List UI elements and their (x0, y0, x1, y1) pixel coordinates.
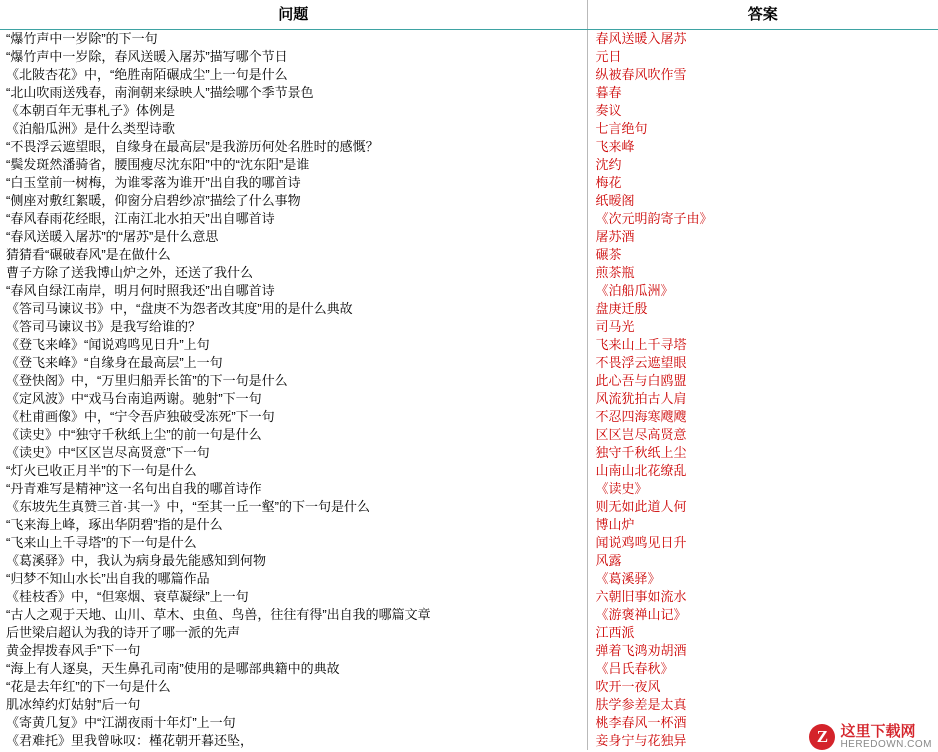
table-row (0, 264, 938, 282)
question-cell: 《登飞来峰》“自缘身在最高层”上一句 (0, 354, 587, 372)
question-cell: “爆竹声中一岁除，春风送暖入屠苏”描写哪个节日 (0, 48, 587, 66)
answer-cell: 博山炉 (595, 517, 635, 532)
question-cell: 《杜甫画像》中，“宁令吾庐独破受冻死”下一句 (0, 408, 587, 426)
watermark-title: 这里下载网 (840, 722, 916, 740)
table-row (0, 588, 938, 606)
question-cell: “春风春雨花经眼，江南江北水拍天”出自哪首诗 (0, 210, 587, 228)
question-cell: “花是去年红”的下一句是什么 (0, 678, 587, 696)
table-row (0, 210, 938, 228)
table-row (0, 354, 938, 372)
table-row (0, 696, 938, 714)
question-cell: 《泊船瓜洲》是什么类型诗歌 (0, 120, 587, 138)
answer-cell: 《读史》 (595, 481, 648, 496)
answer-cell: 吹开一夜风 (595, 679, 661, 694)
question-cell: “不畏浮云遮望眼，自缘身在最高层”是我游历何处名胜时的感慨？ (0, 138, 587, 156)
table-row (0, 516, 938, 534)
question-cell: “飞来山上千寻塔”的下一句是什么 (0, 534, 587, 552)
question-cell: 《寄黄几复》中“江湖夜雨十年灯”上一句 (0, 714, 587, 732)
table-row (0, 498, 938, 516)
answer-cell: 《泊船瓜洲》 (595, 283, 674, 298)
question-cell: “灯火已收正月半”的下一句是什么 (0, 462, 587, 480)
answer-cell: 《游褒禅山记》 (595, 607, 687, 622)
answer-cell: 《次元明韵寄子由》 (595, 211, 713, 226)
answer-cell: 春风送暖入屠苏 (595, 31, 687, 46)
question-cell: 《本朝百年无事札子》体例是 (0, 102, 587, 120)
table-row (0, 48, 938, 66)
answer-cell: 《吕氏春秋》 (595, 661, 674, 676)
table-header (0, 0, 938, 30)
question-cell: “爆竹声中一岁除”的下一句 (0, 30, 587, 49)
answer-cell: 风露 (595, 553, 622, 568)
table-row (0, 300, 938, 318)
question-cell: “归梦不知山水长”出自我的哪篇作品 (0, 570, 587, 588)
answer-cell: 梅花 (595, 175, 622, 190)
answer-cell: 飞来峰 (595, 139, 635, 154)
question-cell: 《定风波》中“戏马台南追两谢。驰射”下一句 (0, 390, 587, 408)
answer-cell: 纵被春风吹作雪 (595, 67, 687, 82)
table-row (0, 282, 938, 300)
question-cell: 《答司马谏议书》中，“盘庚不为怨者改其度”用的是什么典故 (0, 300, 587, 318)
answer-cell: 不忍四海寒飕飕 (595, 409, 687, 424)
table-row (0, 246, 938, 264)
table-row (0, 408, 938, 426)
answer-cell: 六朝旧事如流水 (595, 589, 687, 604)
answer-cell: 司马光 (595, 319, 635, 334)
question-cell: 后世梁启超认为我的诗开了哪一派的先声 (0, 624, 587, 642)
table-row (0, 678, 938, 696)
question-cell: “春风送暖入屠苏”的“屠苏”是什么意思 (0, 228, 587, 246)
table-row (0, 192, 938, 210)
answer-cell: 江西派 (595, 625, 635, 640)
question-cell: 《登快阁》中，“万里归船弄长笛”的下一句是什么 (0, 372, 587, 390)
question-cell: 《葛溪驿》中，我认为病身最先能感知到何物 (0, 552, 587, 570)
table-row (0, 534, 938, 552)
answer-cell: 风流犹拍古人肩 (595, 391, 687, 406)
table-row (0, 390, 938, 408)
table-row (0, 174, 938, 192)
answer-cell: 纸暧阁 (595, 193, 635, 208)
question-cell: 肌冰绰约灯姑射”后一句 (0, 696, 587, 714)
column-header-answer: 答案 (587, 0, 938, 30)
question-cell: “海上有人逐臭，天生鼻孔司南”使用的是哪部典籍中的典故 (0, 660, 587, 678)
answer-cell: 则无如此道人何 (595, 499, 687, 514)
question-cell: 《读史》中“独守千秋纸上尘”的前一句是什么 (0, 426, 587, 444)
column-header-question: 问题 (0, 0, 587, 30)
table-row (0, 714, 938, 732)
answer-cell: 肤学参差是太真 (595, 697, 687, 712)
watermark-subtitle: HEREDOWN.COM (840, 738, 932, 750)
table-row (0, 336, 938, 354)
question-cell: 猜猜看“碾破春风”是在做什么 (0, 246, 587, 264)
question-cell: 《登飞来峰》“闻说鸡鸣见日升”上句 (0, 336, 587, 354)
table-row (0, 156, 938, 174)
table-row (0, 606, 938, 624)
table-row (0, 372, 938, 390)
table-row (0, 30, 938, 49)
answer-cell: 不畏浮云遮望眼 (595, 355, 687, 370)
table-row (0, 120, 938, 138)
table-row (0, 318, 938, 336)
answer-cell: 《葛溪驿》 (595, 571, 661, 586)
question-cell: “丹青难写是精神”这一名句出自我的哪首诗作 (0, 480, 587, 498)
question-cell: 《东坡先生真赞三首·其一》中，“至其一丘一壑”的下一句是什么 (0, 498, 587, 516)
table-row (0, 84, 938, 102)
table-row (0, 642, 938, 660)
table-row (0, 102, 938, 120)
answer-cell: 盘庚迁殷 (595, 301, 648, 316)
answer-cell: 独守千秋纸上尘 (595, 445, 687, 460)
answer-cell: 沈约 (595, 157, 622, 172)
table-row (0, 480, 938, 498)
question-cell: 黄金捍拨春风手”下一句 (0, 642, 587, 660)
question-cell: 《答司马谏议书》是我写给谁的？ (0, 318, 587, 336)
answer-cell: 桃李春风一杯酒 (595, 715, 687, 730)
question-cell: “白玉堂前一树梅，为谁零落为谁开”出自我的哪首诗 (0, 174, 587, 192)
table-row (0, 624, 938, 642)
question-cell: “侧座对敷红絮暖，仰窗分启碧纱凉”描绘了什么事物 (0, 192, 587, 210)
table-row (0, 732, 938, 750)
answer-cell: 飞来山上千寻塔 (595, 337, 687, 352)
table-row (0, 444, 938, 462)
table-row (0, 660, 938, 678)
table-row (0, 66, 938, 84)
answer-cell: 碾茶 (595, 247, 622, 262)
answer-cell: 此心吾与白鸥盟 (595, 373, 687, 388)
answer-cell: 奏议 (595, 103, 622, 118)
answer-cell: 区区岂尽高贤意 (595, 427, 687, 442)
question-cell: 曹子方除了送我博山炉之外，还送了我什么 (0, 264, 587, 282)
table-row (0, 552, 938, 570)
table-row (0, 570, 938, 588)
answer-cell: 弹着飞鸿劝胡酒 (595, 643, 687, 658)
answer-cell: 山南山北花缭乱 (595, 463, 687, 478)
question-cell: “北山吹雨送残春，南涧朝来绿映人”描绘哪个季节景色 (0, 84, 587, 102)
table-row (0, 228, 938, 246)
answer-cell: 屠苏酒 (595, 229, 635, 244)
question-cell: 《桂枝香》中，“但寒烟、衰草凝绿”上一句 (0, 588, 587, 606)
table-header-row (0, 0, 938, 30)
answer-cell: 元日 (595, 49, 622, 64)
question-cell: “古人之观于天地、山川、草木、虫鱼、鸟兽，往往有得”出自我的哪篇文章 (0, 606, 587, 624)
table-row (0, 462, 938, 480)
question-cell: “鬓发斑然潘骑省，腰围瘦尽沈东阳”中的“沈东阳”是谁 (0, 156, 587, 174)
question-cell: “飞来海上峰，琢出华阴碧”指的是什么 (0, 516, 587, 534)
table-row (0, 426, 938, 444)
table-row (0, 138, 938, 156)
answer-cell: 暮春 (595, 85, 622, 100)
question-cell: 《君难托》里我曾咏叹：槿花朝开暮还坠， (0, 732, 587, 750)
watermark-logo-icon: Z (809, 724, 835, 750)
answer-cell: 七言绝句 (595, 121, 648, 136)
table-body (0, 30, 938, 751)
answer-cell: 煎茶瓶 (595, 265, 635, 280)
question-cell: 《读史》中“区区岂尽高贤意”下一句 (0, 444, 587, 462)
question-cell: 《北陂杏花》中，“绝胜南陌碾成尘”上一句是什么 (0, 66, 587, 84)
answer-cell: 妾身宁与花独异 (595, 733, 687, 748)
answer-cell: 闻说鸡鸣见日升 (595, 535, 687, 550)
question-cell: “春风自绿江南岸，明月何时照我还”出自哪首诗 (0, 282, 587, 300)
